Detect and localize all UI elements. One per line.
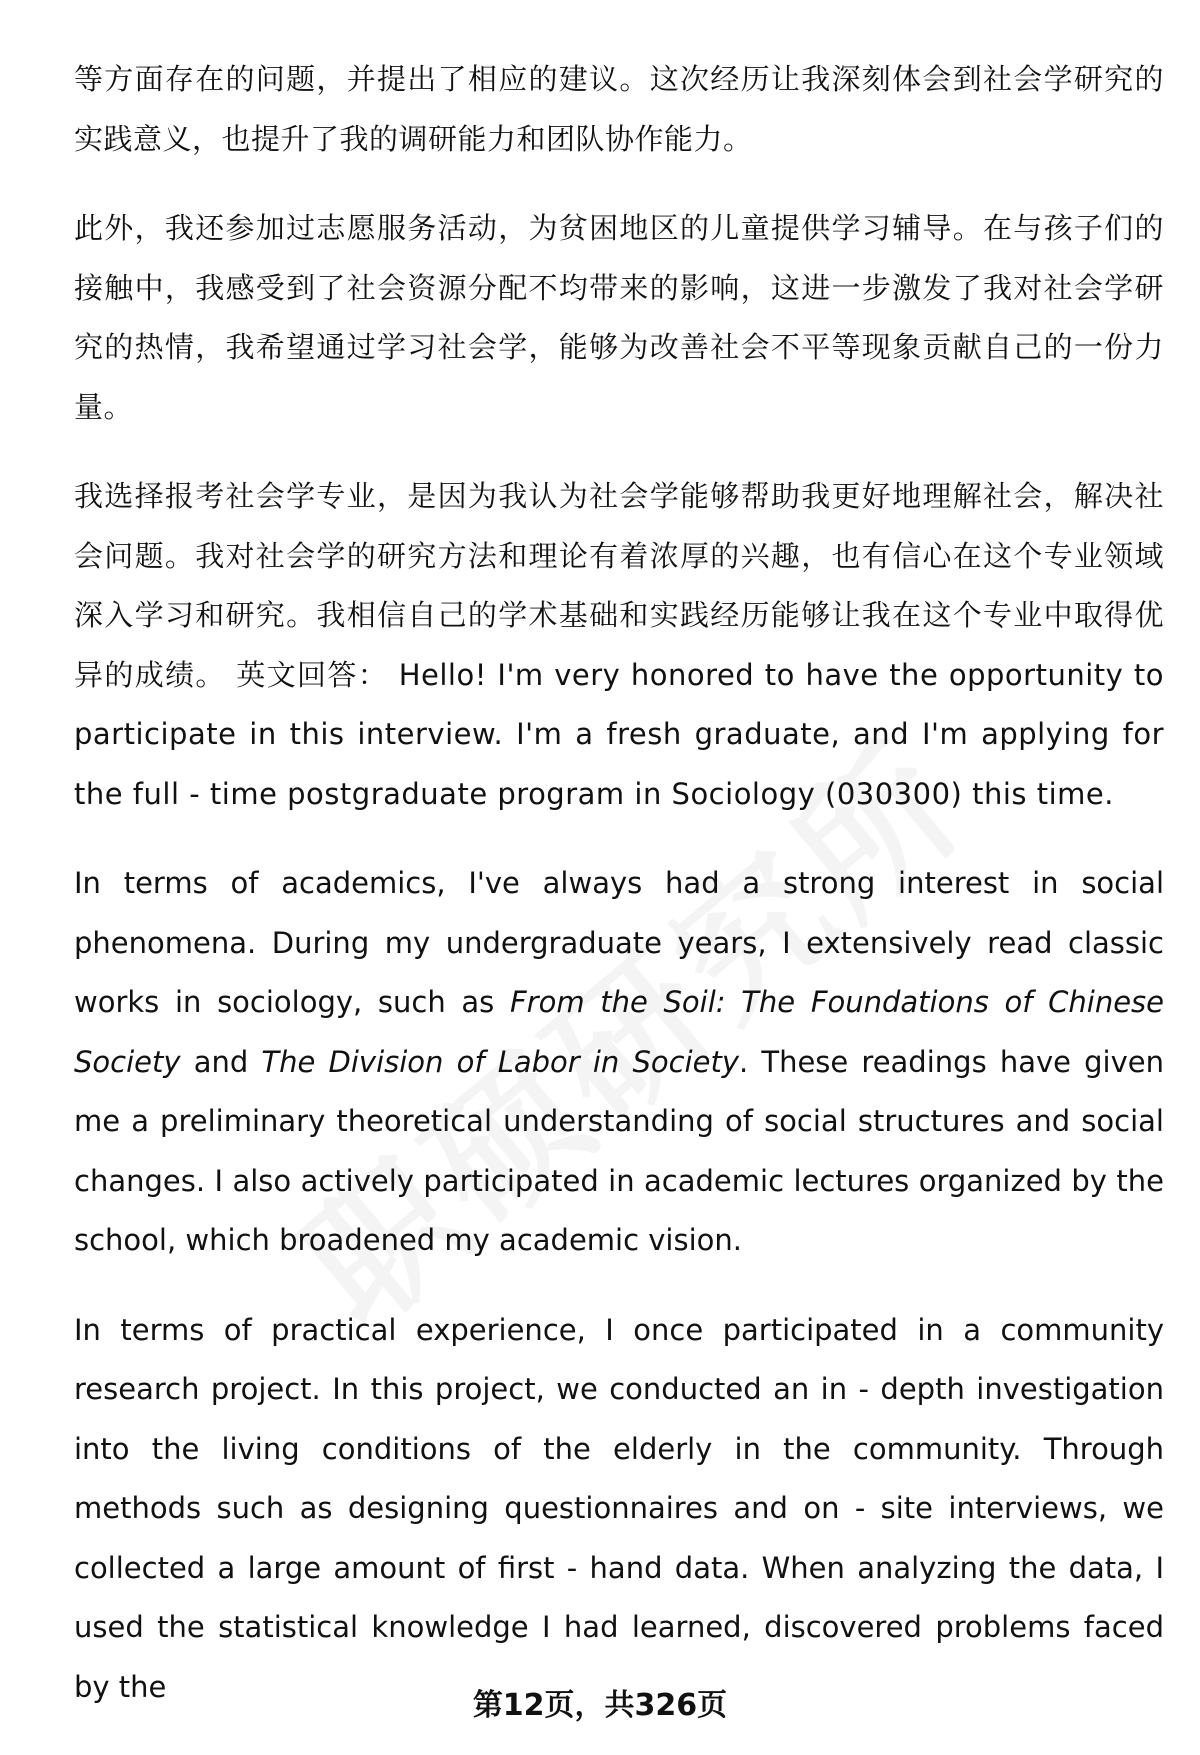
paragraph-5: In terms of practical experience, I once participated in a community research project. In this project, we conducted an in - depth investigation into the living conditions of the elderly in the community. Through methods such as designing questionnaires and on - site interviews, we collected a large amount of first - hand data. When analyzing the data, I used the statistical knowledge I had learned, discovered problems faced by the: [74, 1312, 1164, 1704]
document-body: [74, 50, 1164, 1747]
paragraph-1: 等方面存在的问题，并提出了相应的建议。这次经历让我深刻体会到社会学研究的实践意义，也提升了我的调研能力和团队协作能力。: [74, 62, 1164, 156]
book-title-from-the-soil: From the Soil: The Foundations of Chinese Society: [74, 985, 1164, 1079]
paragraph-4-text-a: In terms of academics, I've always had a strong interest in social phenomena. During my undergraduate years, I extensively read classic works in sociology, such as: [74, 866, 1164, 1019]
paragraph-4-text-c: . These readings have given me a preliminary theoretical understanding of social structures and social changes. I also actively participated in academic lectures organized by the school, which broadened my academic vision.: [74, 1044, 1164, 1257]
book-title-division-of-labor: The Division of Labor in Society: [261, 1044, 739, 1079]
paragraph-4-text-b: and: [180, 1044, 262, 1079]
paragraph-4: [74, 854, 1164, 1271]
paragraph-2: 此外，我还参加过志愿服务活动，为贫困地区的儿童提供学习辅导。在与孩子们的接触中，我感受到了社会资源分配不均带来的影响，这进一步激发了我对社会学研究的热情，我希望通过学习社会学，能够为改善社会不平等现象贡献自己的一份力量。: [74, 211, 1164, 424]
paragraph-3: 我选择报考社会学专业，是因为我认为社会学能够帮助我更好地理解社会，解决社会问题。我对社会学的研究方法和理论有着浓厚的兴趣，也有信心在这个专业领域深入学习和研究。我相信自己的学术基础和实践经历能够让我在这个专业中取得优异的成绩。 英文回答： Hello! I'm very honored to have the opportunity to participate in this interview. I'm a fresh graduate, and I'm applying for the full - time postgraduate program in Sociology (030300) this time.: [74, 479, 1164, 811]
page-number-footer: 第12页，共326页: [472, 1688, 728, 1723]
